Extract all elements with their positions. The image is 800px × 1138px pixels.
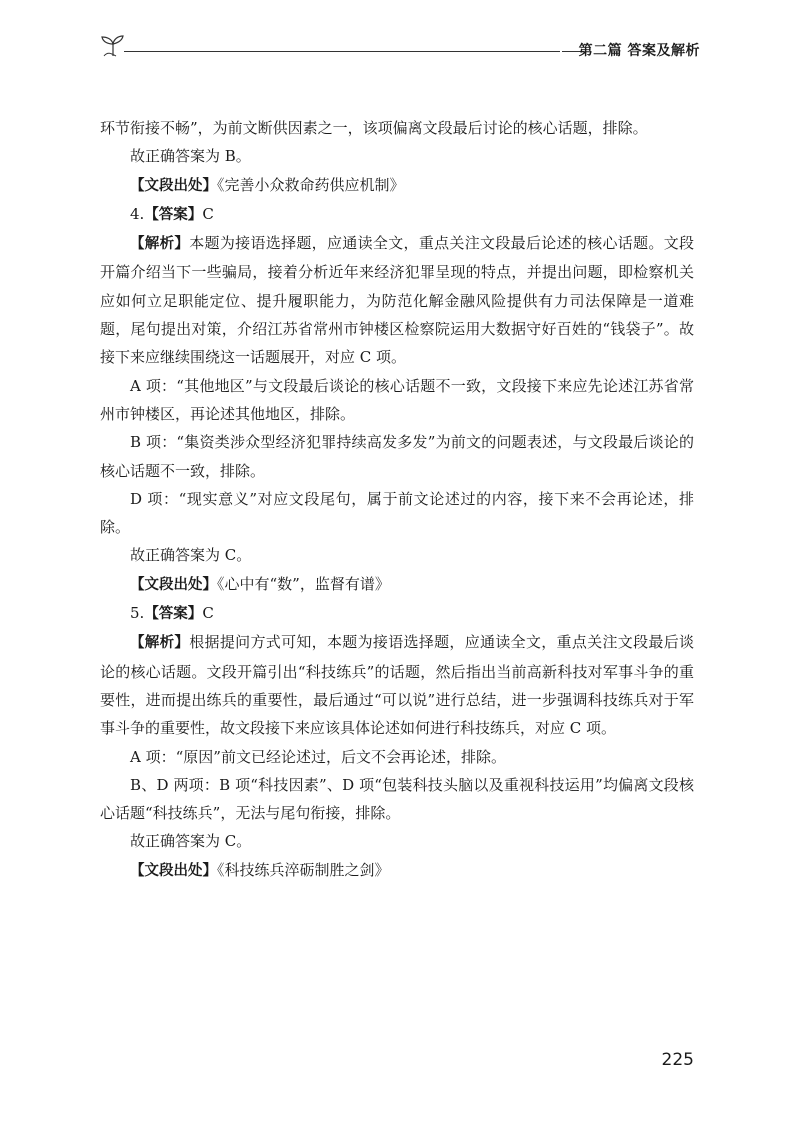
option-d-paragraph: D 项：“现实意义”对应文段尾句，属于前文论述过的内容，接下来不会再论述，排除。 (100, 489, 694, 537)
answer-value: C (202, 604, 214, 623)
source-title: 《心中有“数”，监督有谱》 (217, 574, 390, 593)
page-number: 225 (661, 1050, 694, 1070)
answer-tag: 【答案】 (144, 206, 203, 223)
analysis-paragraph (100, 229, 694, 371)
analysis-text: 根据提问方式可知，本题为接语选择题，应通读全文，重点关注文段最后谈论的核心话题。文段开篇引出“科技练兵”的话题，然后指出当前高新科技对军事斗争的重要性，进而提出练兵的重要性，最后通过“可以说”进行总结，进一步强调科技练兵对于军事斗争的重要性，故文段接下来应该具体论述如何进行科技练兵，对应 C 项。 (100, 633, 695, 738)
answer-line (100, 599, 694, 628)
question-number: 4. (130, 204, 145, 223)
option-b-paragraph: B 项：“集资类涉众型经济犯罪持续高发多发”为前文的问题表述，与文段最后谈论的核心话题不一致，排除。 (100, 433, 694, 480)
option-bd-paragraph: B、D 两项：B 项“科技因素”、D 项“包装科技头脑以及重视科技运用”均偏离文段核心话题“科技练兵”，无法与尾句衔接，排除。 (100, 775, 694, 823)
option-a-paragraph: A 项：“其他地区”与文段最后谈论的核心话题不一致，文段接下来应先论述江苏省常州市钟楼区，再论述其他地区，排除。 (100, 376, 694, 423)
page-content (100, 114, 694, 885)
source-tag: 【文段出处】 (130, 862, 217, 879)
source-title: 《科技练兵淬砺制胜之剑》 (217, 860, 390, 879)
source-tag: 【文段出处】 (130, 576, 217, 593)
section-title: 第二篇 答案及解析 (578, 43, 700, 59)
answer-tag: 【答案】 (144, 606, 203, 623)
option-a-paragraph: A 项：“原因”前文已经论述过，后文不会再论述，排除。 (130, 747, 506, 766)
paragraph: 环节衔接不畅”，为前文断供因素之一，该项偏离文段最后讨论的核心话题，排除。 (100, 119, 648, 137)
page-header (100, 34, 700, 62)
question-number: 5. (130, 604, 145, 623)
conclusion: 故正确答案为 C。 (130, 546, 252, 565)
conclusion: 故正确答案为 C。 (130, 832, 252, 851)
header-rule (124, 51, 560, 52)
source-line (100, 171, 694, 200)
analysis-tag: 【解析】 (130, 635, 190, 652)
source-line (100, 570, 694, 599)
analysis-tag: 【解析】 (130, 236, 190, 253)
sprout-icon (100, 34, 126, 58)
analysis-text: 本题为接语选择题，应通读全文，重点关注文段最后论述的核心话题。文段开篇介绍当下一些骗局，接着分析近年来经济犯罪呈现的特点，并提出问题，即检察机关应如何立足职能定位、提升履职能力，为防范化解金融风险提供有力司法保障是一道难题，尾句提出对策，介绍江苏省常州市钟楼区检察院运用大数据守好百姓的“钱袋子”。故接下来应继续围绕这一话题展开，对应 C 项。 (100, 234, 695, 367)
source-line (100, 856, 694, 885)
answer-line (100, 200, 694, 229)
paragraph: 故正确答案为 B。 (130, 147, 251, 166)
answer-value: C (202, 204, 214, 223)
source-title: 《完善小众救命药供应机制》 (217, 175, 405, 194)
source-tag: 【文段出处】 (130, 177, 217, 194)
analysis-paragraph (100, 628, 694, 742)
